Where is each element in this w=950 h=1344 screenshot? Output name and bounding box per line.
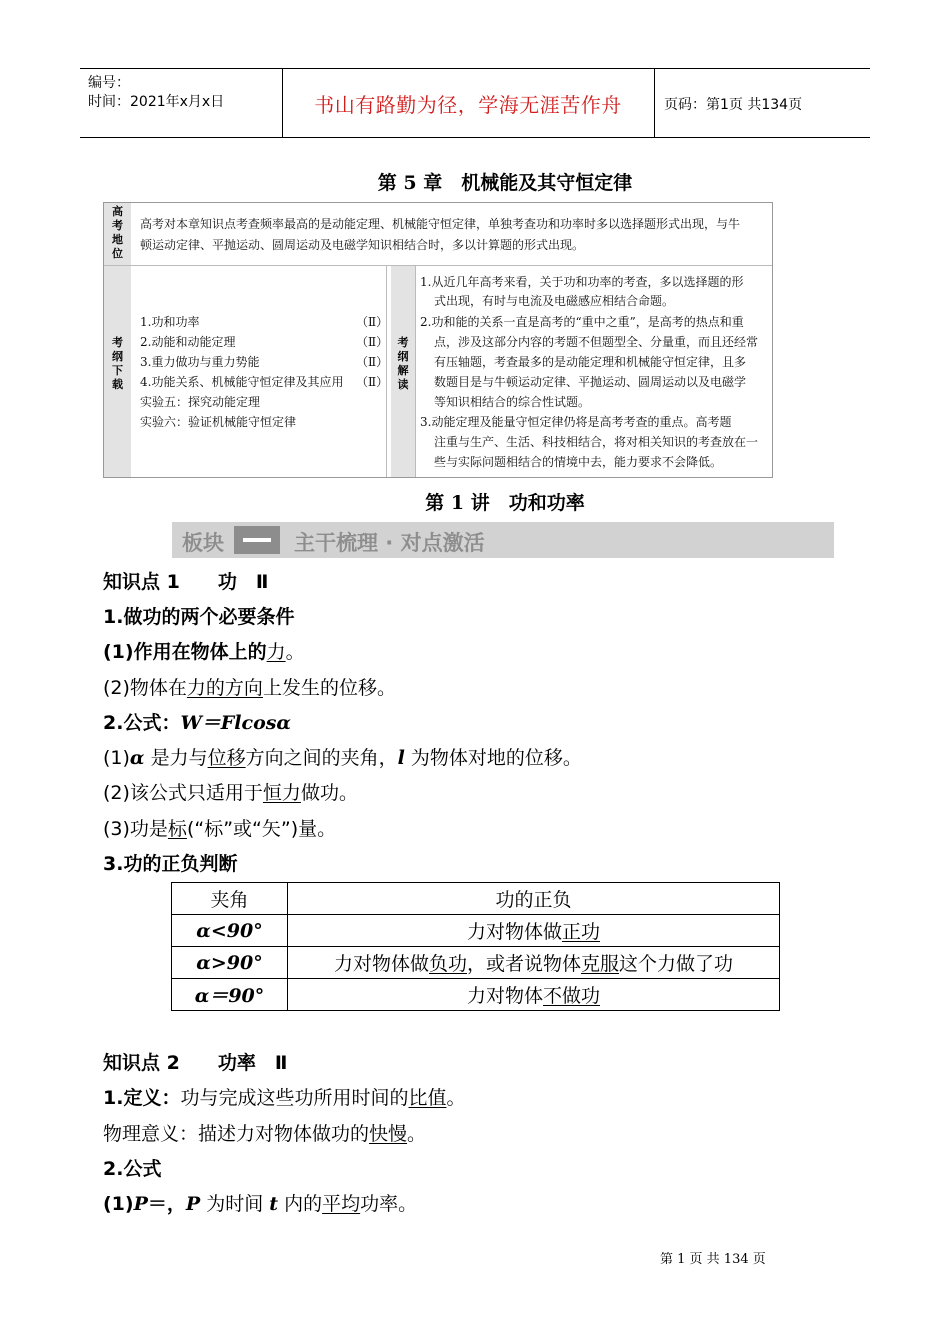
header-motto-cell <box>282 69 655 137</box>
divider <box>386 266 387 477</box>
label-char: 位 <box>112 247 123 260</box>
interpret-line: 2.功和能的关系一直是高考的“重中之重”，是高考的热点和重 <box>420 315 744 329</box>
result-cell <box>288 915 780 947</box>
interpret-line: 些与实际问题相结合的情境中去，能力要求不会降低。 <box>434 455 723 469</box>
text: (2)物体在 <box>103 677 187 699</box>
kp1-s2-a <box>103 743 582 770</box>
interpret-line: 点，涉及这部分内容的考题不但题型全、分量重，而且还经常 <box>434 335 759 349</box>
text: 功率。 <box>360 1193 418 1215</box>
result-cell <box>288 979 780 1011</box>
answer: 负功 <box>428 953 467 975</box>
time-label: 时间：2021年x月x日 <box>88 94 225 110</box>
kp2-formula-title: 2.公式 <box>103 1158 162 1180</box>
label-char: 考 <box>112 336 123 349</box>
kp1-s1-b <box>103 673 396 700</box>
banner-part: 板块 <box>182 531 224 555</box>
label-char: 下 <box>112 364 123 377</box>
page-header <box>80 68 870 138</box>
label-char: 解 <box>397 364 409 377</box>
banner-number-block <box>234 526 280 554</box>
interpret-line: 式出现，有时与电流及电磁感应相结合命题。 <box>434 294 675 308</box>
banner-subtitle: 主干梳理 · 对点激活 <box>294 531 485 555</box>
text: (1)作用在物体上的 <box>103 641 267 663</box>
kp2-heading: 知识点 2 功率 Ⅱ <box>103 1052 288 1074</box>
text: 这个力做了功 <box>619 953 734 975</box>
text: 力对物体 <box>466 985 543 1007</box>
text: 。 <box>285 641 305 663</box>
divider <box>415 266 416 477</box>
text: 方向之间的夹角， <box>245 747 398 769</box>
section-banner <box>172 522 834 558</box>
symbol: P <box>185 1193 201 1215</box>
label-char: 考 <box>112 219 123 232</box>
text: 上发生的位移。 <box>262 677 396 699</box>
work-sign-table <box>171 882 780 1011</box>
symbol: P <box>133 1193 148 1215</box>
text: 1.定义： <box>103 1087 181 1109</box>
answer: 克服 <box>581 953 620 975</box>
label-char: 地 <box>112 233 123 246</box>
symbol: l <box>397 747 405 769</box>
outline-item: 4.功能关系、机械能守恒定律及其应用 <box>140 375 344 389</box>
interpret-line: 3.动能定理及能量守恒定律仍将是高考考查的重点。高考题 <box>420 415 732 429</box>
label-char: 纲 <box>397 350 409 363</box>
text: ＝， <box>147 1193 186 1215</box>
formula: W＝Flcosα <box>180 712 292 734</box>
code-label: 编号： <box>88 75 130 91</box>
label-char: 考 <box>397 336 409 349</box>
text: 为物体对地的位移。 <box>404 747 582 769</box>
position-text-line: 高考对本章知识点考查频率最高的是动能定理、机械能守恒定律，单独考查功和功率时多以选择题形式出现，与牛 <box>140 217 741 231</box>
exam-position-label <box>104 203 131 265</box>
exam-summary-box <box>103 202 773 478</box>
text: ，或者说物体 <box>466 953 581 975</box>
kp1-s3-title: 3.功的正负判断 <box>103 853 238 875</box>
outline-level: （Ⅱ） <box>356 335 389 349</box>
answer: 力的方向 <box>186 677 263 699</box>
answer: 平均 <box>322 1193 361 1215</box>
divider <box>104 265 772 266</box>
answer: 力 <box>266 641 286 663</box>
text: (3)功是 <box>103 818 168 840</box>
angle-cell: α<90° <box>172 915 288 947</box>
kp2-formula-1 <box>103 1189 417 1216</box>
motto: 书山有路勤为径，学海无涯苦作舟 <box>314 93 622 117</box>
page-info: 页码：第1页 共134页 <box>664 97 803 113</box>
kp2-meaning <box>103 1119 426 1146</box>
outline-label <box>104 266 131 477</box>
outline-item: 1.功和功率 <box>140 315 200 329</box>
outline-item: 实验五：探究动能定理 <box>140 395 261 409</box>
symbol: α <box>129 747 145 769</box>
angle-cell: α>90° <box>172 947 288 979</box>
text: 功与完成这些功所用时间的 <box>180 1087 409 1109</box>
label-char: 高 <box>112 205 123 218</box>
text: 。 <box>407 1123 427 1145</box>
outline-item: 3.重力做功与重力势能 <box>140 355 260 369</box>
position-text-line: 顿运动定律、平抛运动、圆周运动及电磁学知识相结合时，多以计算题的形式出现。 <box>140 238 585 252</box>
answer: 比值 <box>408 1087 447 1109</box>
text: 是力与 <box>144 747 208 769</box>
text: 力对物体做 <box>333 953 429 975</box>
interpret-line: 数题目是与牛顿运动定律、平抛运动、圆周运动以及电磁学 <box>434 375 747 389</box>
outline-item: 实验六：验证机械能守恒定律 <box>140 415 297 429</box>
table-header: 功的正负 <box>288 883 780 915</box>
table-row <box>172 947 780 979</box>
text: (1) <box>103 1193 134 1215</box>
kp1-s1-a <box>103 637 305 664</box>
text: (1) <box>103 747 130 769</box>
kp2-definition <box>103 1083 466 1110</box>
answer: 恒力 <box>262 782 301 804</box>
answer: 快慢 <box>369 1123 408 1145</box>
text: (“标”或“矢”)量。 <box>186 818 337 840</box>
outline-level: （Ⅱ） <box>356 375 389 389</box>
answer: 位移 <box>207 747 246 769</box>
chapter-title: 第 5 章 机械能及其守恒定律 <box>377 172 633 194</box>
interpret-line: 注重与生产、生活、科技相结合，将对相关知识的考查放在一 <box>434 435 759 449</box>
outline-level: （Ⅱ） <box>356 315 389 329</box>
kp1-s2-c <box>103 814 336 841</box>
text: 做功。 <box>300 782 358 804</box>
kp1-s2-title <box>103 708 291 735</box>
lecture-title: 第 1 讲 功和功率 <box>425 492 585 514</box>
text: (2)该公式只适用于 <box>103 782 263 804</box>
kp1-s2-b <box>103 778 358 805</box>
answer: 不做功 <box>543 985 601 1007</box>
symbol: t <box>269 1193 279 1215</box>
label-char: 载 <box>112 378 123 391</box>
kp1-heading: 知识点 1 功 Ⅱ <box>103 571 269 593</box>
text: 2.公式： <box>103 712 181 734</box>
outline-item: 2.动能和动能定理 <box>140 335 236 349</box>
text: 内的 <box>278 1193 323 1215</box>
outline-level: （Ⅱ） <box>356 355 389 369</box>
header-meta-cell <box>80 69 283 137</box>
interpret-line: 1.从近几年高考来看，关于功和功率的考查，多以选择题的形 <box>420 275 744 289</box>
angle-cell: α＝90° <box>172 979 288 1011</box>
interpretation-label <box>391 266 415 477</box>
text: 。 <box>446 1087 466 1109</box>
interpret-line: 等知识相结合的综合性试题。 <box>434 395 591 409</box>
kp1-s1-title: 1.做功的两个必要条件 <box>103 606 295 628</box>
table-header: 夹角 <box>172 883 288 915</box>
answer: 正功 <box>562 921 601 943</box>
answer: 标 <box>167 818 187 840</box>
table-header-row <box>172 883 780 915</box>
label-char: 纲 <box>112 350 123 363</box>
label-char: 读 <box>397 378 409 391</box>
text: 物理意义：描述力对物体做功的 <box>103 1123 370 1145</box>
table-row <box>172 979 780 1011</box>
text: 力对物体做 <box>466 921 562 943</box>
text: 为时间 <box>200 1193 270 1215</box>
table-row <box>172 915 780 947</box>
result-cell <box>288 947 780 979</box>
page-footer: 第 1 页 共 134 页 <box>660 1252 766 1267</box>
interpret-line: 有压轴题，考查最多的是动能定理和机械能守恒定律，且多 <box>434 355 747 369</box>
header-page-cell <box>654 69 870 137</box>
banner-number-mark <box>243 538 271 542</box>
